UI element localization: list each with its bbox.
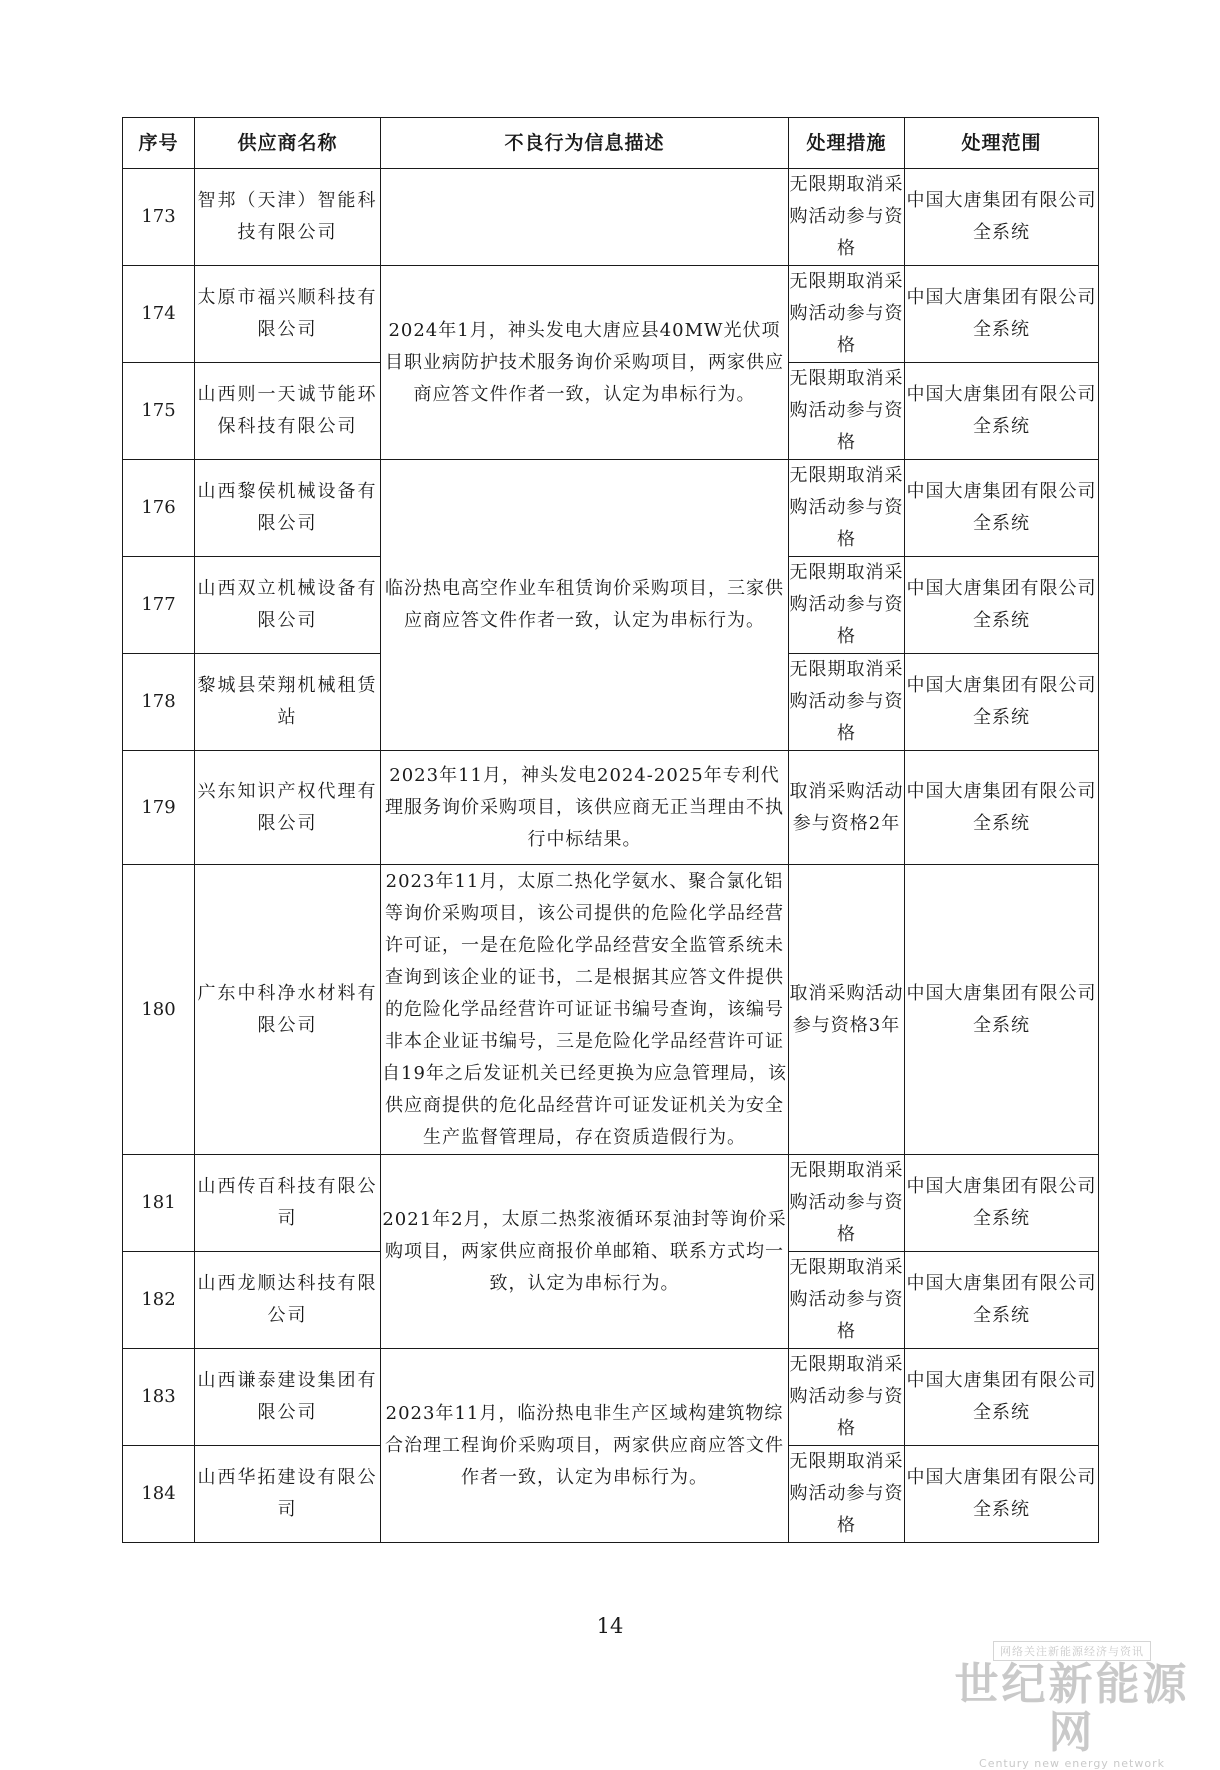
row-supplier: 山西华拓建设有限公司 bbox=[195, 1446, 381, 1543]
row-measure: 无限期取消采购活动参与资格 bbox=[789, 1252, 905, 1349]
row-supplier: 智邦（天津）智能科技有限公司 bbox=[195, 169, 381, 266]
row-description: 2024年1月，神头发电大唐应县40MW光伏项目职业病防护技术服务询价采购项目，两家供应商应答文件作者一致，认定为串标行为。 bbox=[381, 266, 789, 460]
row-description bbox=[381, 169, 789, 266]
watermark-english-name: Century new energy network bbox=[979, 1757, 1165, 1770]
row-index: 183 bbox=[123, 1349, 195, 1446]
row-supplier: 黎城县荣翔机械租赁站 bbox=[195, 654, 381, 751]
table-row bbox=[123, 1155, 1099, 1252]
table-row bbox=[123, 865, 1099, 1155]
row-measure: 无限期取消采购活动参与资格 bbox=[789, 654, 905, 751]
row-description: 2023年11月，神头发电2024-2025年专利代理服务询价采购项目，该供应商无正当理由不执行中标结果。 bbox=[381, 751, 789, 865]
row-supplier: 山西双立机械设备有限公司 bbox=[195, 557, 381, 654]
row-index: 177 bbox=[123, 557, 195, 654]
row-scope: 中国大唐集团有限公司全系统 bbox=[905, 1252, 1099, 1349]
row-index: 182 bbox=[123, 1252, 195, 1349]
row-description: 2023年11月，临汾热电非生产区域构建筑物综合治理工程询价采购项目，两家供应商应答文件作者一致，认定为串标行为。 bbox=[381, 1349, 789, 1543]
row-description: 2021年2月，太原二热浆液循环泵油封等询价采购项目，两家供应商报价单邮箱、联系方式均一致，认定为串标行为。 bbox=[381, 1155, 789, 1349]
row-measure: 取消采购活动参与资格2年 bbox=[789, 751, 905, 865]
row-supplier: 山西传百科技有限公司 bbox=[195, 1155, 381, 1252]
row-supplier: 山西龙顺达科技有限公司 bbox=[195, 1252, 381, 1349]
row-scope: 中国大唐集团有限公司全系统 bbox=[905, 363, 1099, 460]
page-number: 14 bbox=[596, 1614, 624, 1638]
row-measure: 取消采购活动参与资格3年 bbox=[789, 865, 905, 1155]
row-scope: 中国大唐集团有限公司全系统 bbox=[905, 751, 1099, 865]
row-scope: 中国大唐集团有限公司全系统 bbox=[905, 654, 1099, 751]
header-index: 序号 bbox=[123, 118, 195, 169]
row-measure: 无限期取消采购活动参与资格 bbox=[789, 266, 905, 363]
row-scope: 中国大唐集团有限公司全系统 bbox=[905, 1446, 1099, 1543]
row-index: 175 bbox=[123, 363, 195, 460]
row-supplier: 山西谦泰建设集团有限公司 bbox=[195, 1349, 381, 1446]
row-supplier: 兴东知识产权代理有限公司 bbox=[195, 751, 381, 865]
row-measure: 无限期取消采购活动参与资格 bbox=[789, 557, 905, 654]
row-index: 174 bbox=[123, 266, 195, 363]
blacklist-table bbox=[122, 117, 1099, 1543]
table-header-row bbox=[123, 118, 1099, 169]
row-scope: 中国大唐集团有限公司全系统 bbox=[905, 460, 1099, 557]
watermark-tagline: 网络关注新能源经济与资讯 bbox=[993, 1641, 1151, 1661]
site-watermark bbox=[952, 1640, 1192, 1770]
row-scope: 中国大唐集团有限公司全系统 bbox=[905, 1349, 1099, 1446]
row-measure: 无限期取消采购活动参与资格 bbox=[789, 169, 905, 266]
table-row bbox=[123, 266, 1099, 363]
row-scope: 中国大唐集团有限公司全系统 bbox=[905, 865, 1099, 1155]
row-description: 临汾热电高空作业车租赁询价采购项目，三家供应商应答文件作者一致，认定为串标行为。 bbox=[381, 460, 789, 751]
header-description: 不良行为信息描述 bbox=[381, 118, 789, 169]
table-row bbox=[123, 169, 1099, 266]
row-scope: 中国大唐集团有限公司全系统 bbox=[905, 266, 1099, 363]
row-index: 180 bbox=[123, 865, 195, 1155]
row-index: 181 bbox=[123, 1155, 195, 1252]
table-row bbox=[123, 751, 1099, 865]
row-index: 179 bbox=[123, 751, 195, 865]
row-description: 2023年11月，太原二热化学氨水、聚合氯化铝等询价采购项目，该公司提供的危险化学品经营许可证，一是在危险化学品经营安全监管系统未查询到该企业的证书，二是根据其应答文件提供的危险化学品经营许可证证书编号查询，该编号非本企业证书编号，三是危险化学品经营许可证自19年之后发证机关已经更换为应急管理局，该供应商提供的危化品经营许可证发证机关为安全生产监督管理局，存在资质造假行为。 bbox=[381, 865, 789, 1155]
row-supplier: 山西则一天诚节能环保科技有限公司 bbox=[195, 363, 381, 460]
row-measure: 无限期取消采购活动参与资格 bbox=[789, 363, 905, 460]
row-scope: 中国大唐集团有限公司全系统 bbox=[905, 1155, 1099, 1252]
row-scope: 中国大唐集团有限公司全系统 bbox=[905, 557, 1099, 654]
watermark-site-name: 世纪新能源网 bbox=[954, 1659, 1190, 1758]
row-supplier: 太原市福兴顺科技有限公司 bbox=[195, 266, 381, 363]
row-index: 178 bbox=[123, 654, 195, 751]
row-index: 184 bbox=[123, 1446, 195, 1543]
row-index: 176 bbox=[123, 460, 195, 557]
table-row bbox=[123, 1349, 1099, 1446]
row-measure: 无限期取消采购活动参与资格 bbox=[789, 1349, 905, 1446]
row-measure: 无限期取消采购活动参与资格 bbox=[789, 1155, 905, 1252]
row-supplier: 山西黎侯机械设备有限公司 bbox=[195, 460, 381, 557]
row-supplier: 广东中科净水材料有限公司 bbox=[195, 865, 381, 1155]
header-scope: 处理范围 bbox=[905, 118, 1099, 169]
row-measure: 无限期取消采购活动参与资格 bbox=[789, 1446, 905, 1543]
row-scope: 中国大唐集团有限公司全系统 bbox=[905, 169, 1099, 266]
header-supplier: 供应商名称 bbox=[195, 118, 381, 169]
row-index: 173 bbox=[123, 169, 195, 266]
row-measure: 无限期取消采购活动参与资格 bbox=[789, 460, 905, 557]
table-row bbox=[123, 460, 1099, 557]
header-measure: 处理措施 bbox=[789, 118, 905, 169]
